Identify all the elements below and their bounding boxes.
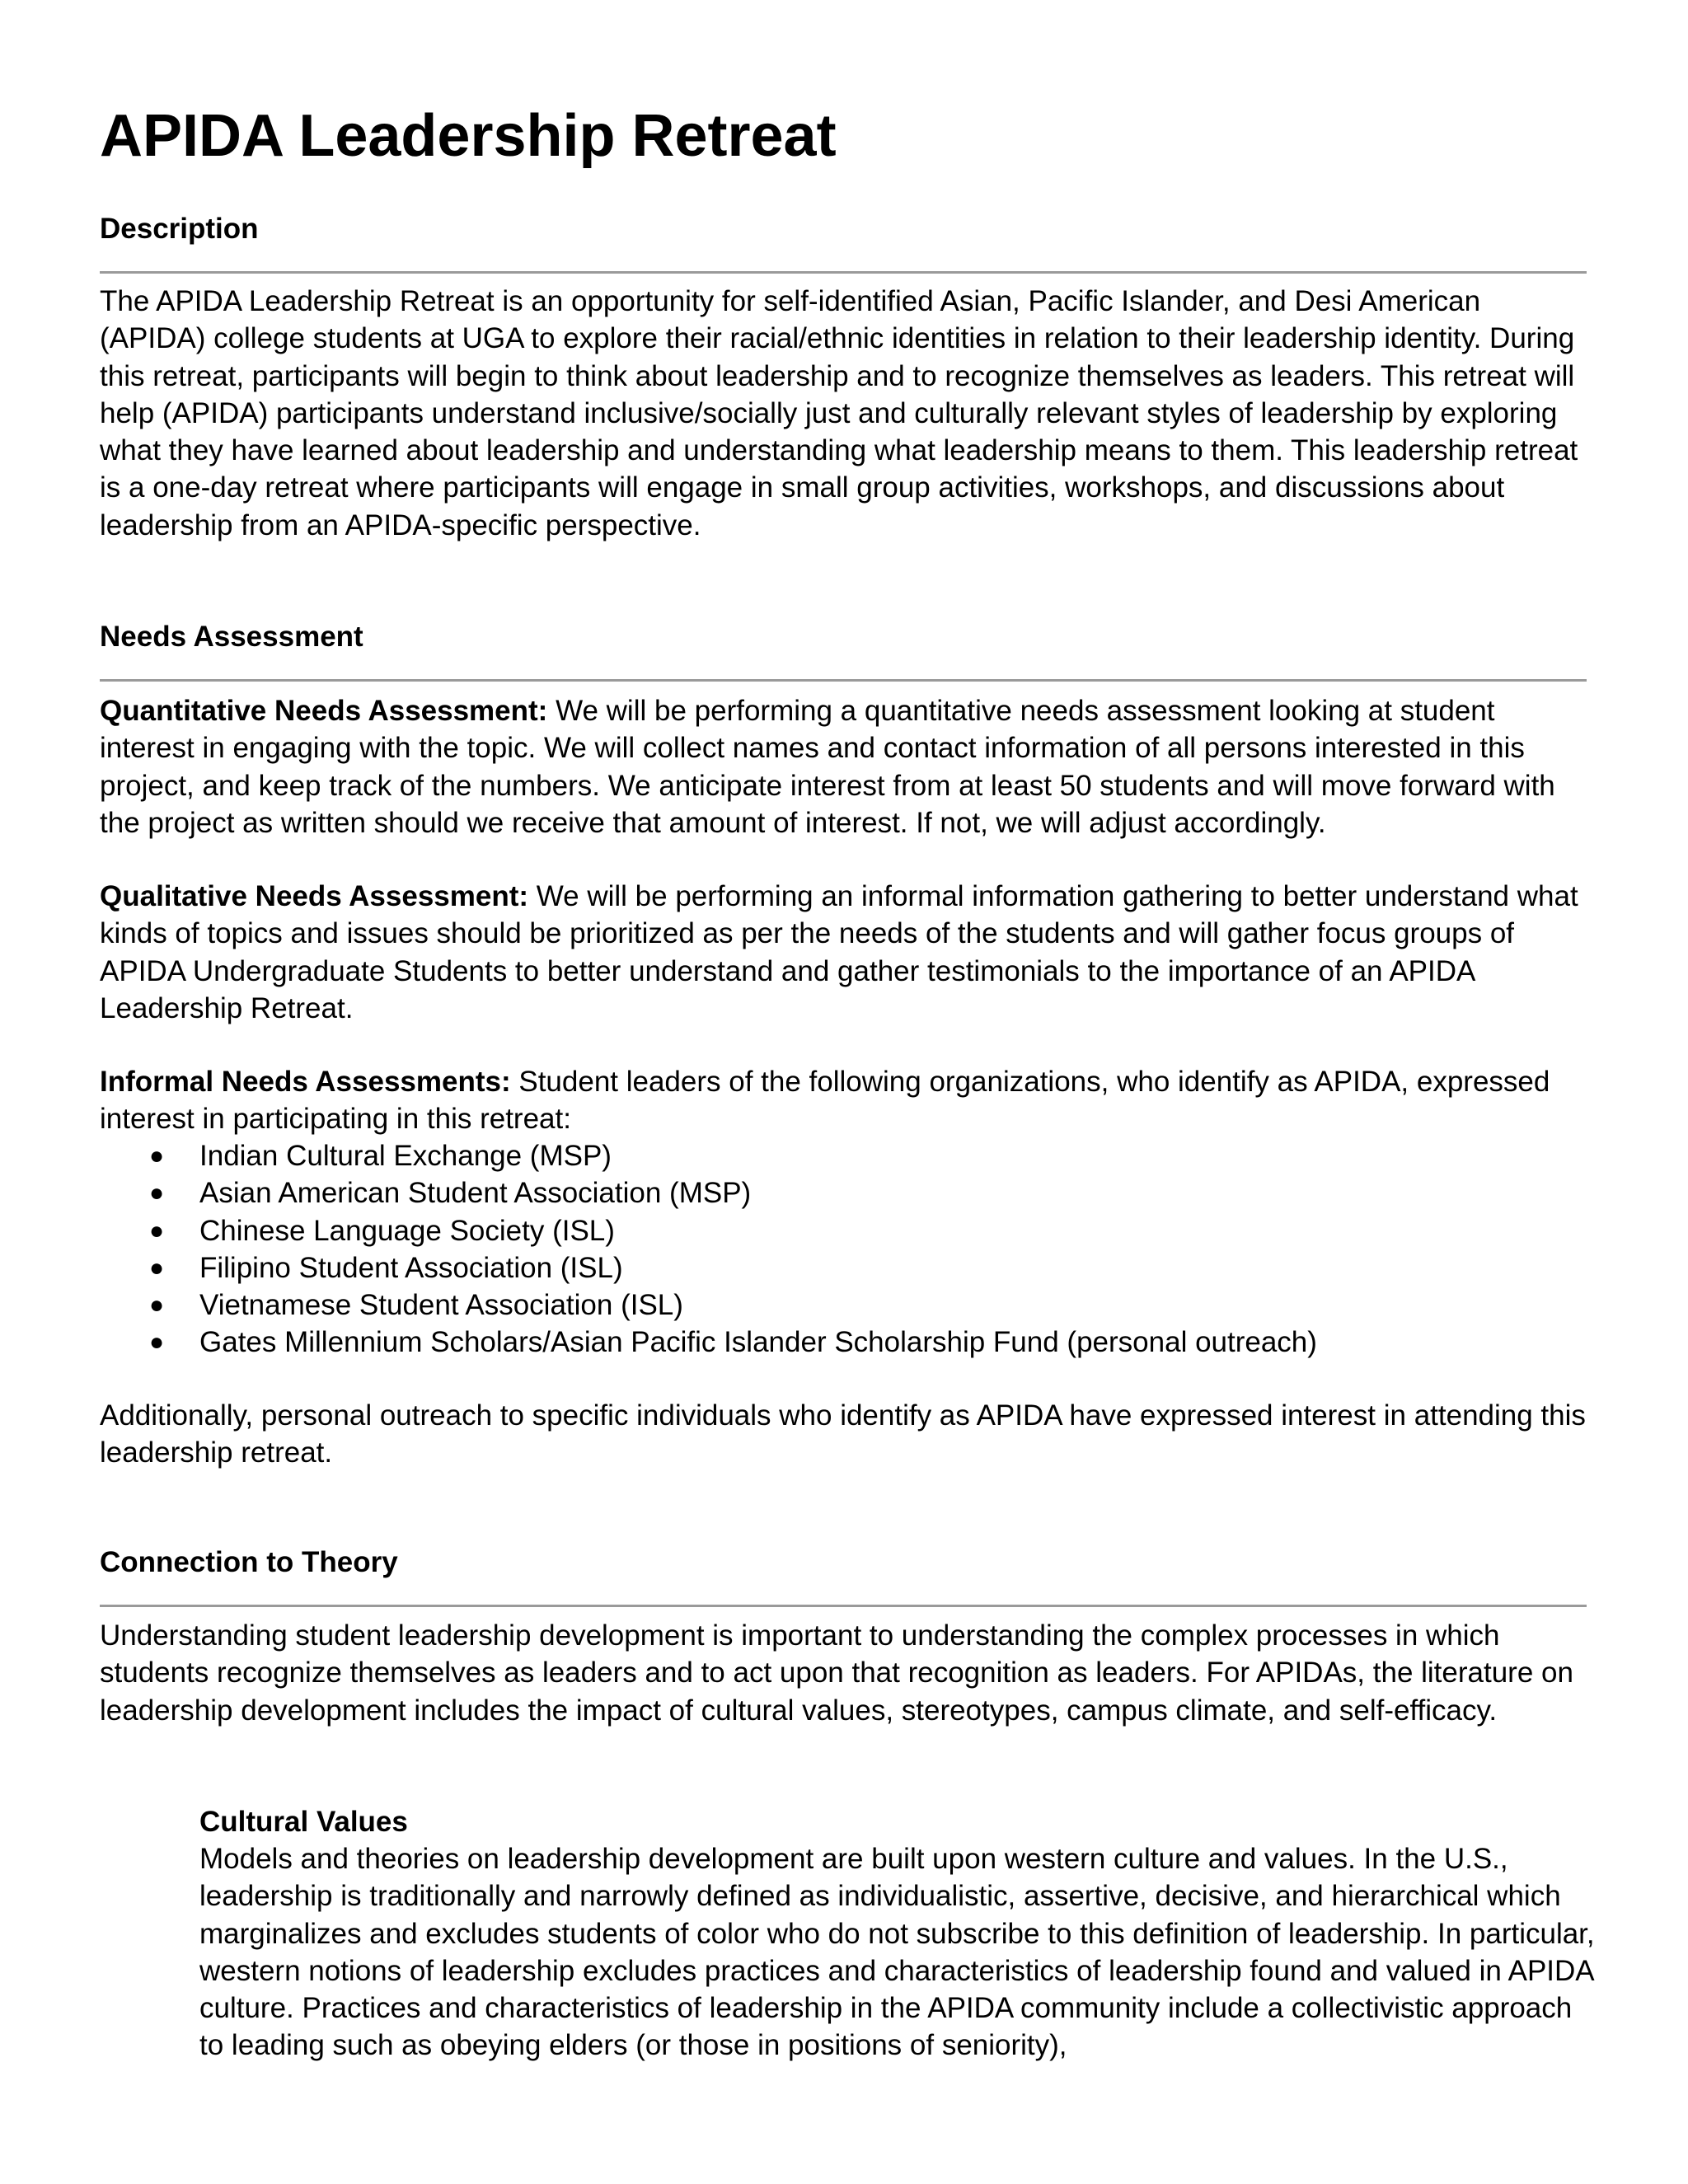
theory-paragraph: Understanding student leadership development is important to understanding the complex processes in which students recognize themselves as leaders and to act upon that recognition as leaders. For APIDAs, the literature on leadership development includes the impact of cultural values, stereotypes, campus climate, and self-efficacy. bbox=[100, 1619, 1573, 1727]
list-item: ● Gates Millennium Scholars/Asian Pacific Islander Scholarship Fund (personal outreach) bbox=[100, 1324, 1317, 1361]
section-divider bbox=[100, 1605, 1587, 1607]
section-heading-description: Description bbox=[100, 213, 259, 245]
additional-outreach-paragraph: Additionally, personal outreach to specific individuals who identify as APIDA have expressed interest in attending this leadership retreat. bbox=[100, 1399, 1586, 1469]
section-heading-connection-to-theory: Connection to Theory bbox=[100, 1546, 398, 1578]
quantitative-text: We will be performing a quantitative needs assessment looking at student interest in engaging with the topic. We will collect names and contact information of all persons interested in this project, and keep track of the numbers. We anticipate interest from at least 50 students and will move forward with the project as written should we receive that amount of interest. If not, we will adjust accordingly. bbox=[100, 695, 1555, 839]
qualitative-label: Qualitative Needs Assessment: bbox=[100, 880, 529, 912]
organization-list bbox=[100, 1137, 1317, 1361]
list-item: ● Filipino Student Association (ISL) bbox=[100, 1249, 1317, 1286]
subsection-title-cultural-values: Cultural Values bbox=[199, 1806, 408, 1838]
bullet-icon: ● bbox=[149, 1216, 165, 1244]
qualitative-text: We will be performing an informal information gathering to better understand what kinds of topics and issues should be prioritized as per the needs of the students and will gather focus groups of APIDA Undergraduate Students to better understand and gather testimonials to the importance of an APIDA Leadership Retreat. bbox=[100, 880, 1578, 1024]
list-item: ● Asian American Student Association (MSP) bbox=[100, 1174, 1317, 1212]
list-item: ● Indian Cultural Exchange (MSP) bbox=[100, 1137, 1317, 1174]
qualitative-needs-paragraph bbox=[100, 878, 1592, 1027]
description-paragraph: The APIDA Leadership Retreat is an opportunity for self-identified Asian, Pacific Islander, and Desi American (APIDA) college students at UGA to explore their racial/ethnic identities in relation to their leadership identity. During this retreat, participants will begin to think about leadership and to recognize themselves as leaders. This retreat will help (APIDA) participants understand inclusive/socially just and culturally relevant styles of leadership by exploring what they have learned about leadership and understanding what leadership means to them. This leadership retreat is a one-day retreat where participants will engage in small group activities, workshops, and discussions about leadership from an APIDA-specific perspective. bbox=[100, 285, 1578, 541]
quantitative-needs-paragraph bbox=[100, 692, 1592, 841]
list-item: ● Vietnamese Student Association (ISL) bbox=[100, 1286, 1317, 1324]
informal-label: Informal Needs Assessments: bbox=[100, 1066, 511, 1098]
quantitative-label: Quantitative Needs Assessment: bbox=[100, 695, 548, 727]
bullet-icon: ● bbox=[149, 1179, 165, 1207]
section-heading-needs-assessment: Needs Assessment bbox=[100, 621, 363, 653]
informal-text: Student leaders of the following organizations, who identify as APIDA, expressed interest in participating in this retreat: bbox=[100, 1066, 1550, 1136]
list-item: ● Chinese Language Society (ISL) bbox=[100, 1212, 1317, 1249]
bullet-icon: ● bbox=[149, 1329, 165, 1357]
page-title: APIDA Leadership Retreat bbox=[100, 103, 837, 169]
bullet-icon: ● bbox=[149, 1142, 165, 1169]
informal-needs-paragraph bbox=[100, 1063, 1550, 1138]
bullet-icon: ● bbox=[149, 1254, 165, 1282]
section-divider bbox=[100, 679, 1587, 682]
section-divider bbox=[100, 271, 1587, 274]
bullet-icon: ● bbox=[149, 1291, 165, 1319]
cultural-values-paragraph: Models and theories on leadership development are built upon western culture and values. In the U.S., leadership is traditionally and narrowly defined as individualistic, assertive, decisive, and hierarchical which marginalizes and excludes students of color who do not subscribe to this definition of leadership. In particular, western notions of leadership excludes practices and characteristics of leadership found and valued in APIDA culture. Practices and characteristics of leadership in the APIDA community include a collectivistic approach to leading such as obeying elders (or those in positions of seniority), bbox=[199, 1843, 1595, 2062]
